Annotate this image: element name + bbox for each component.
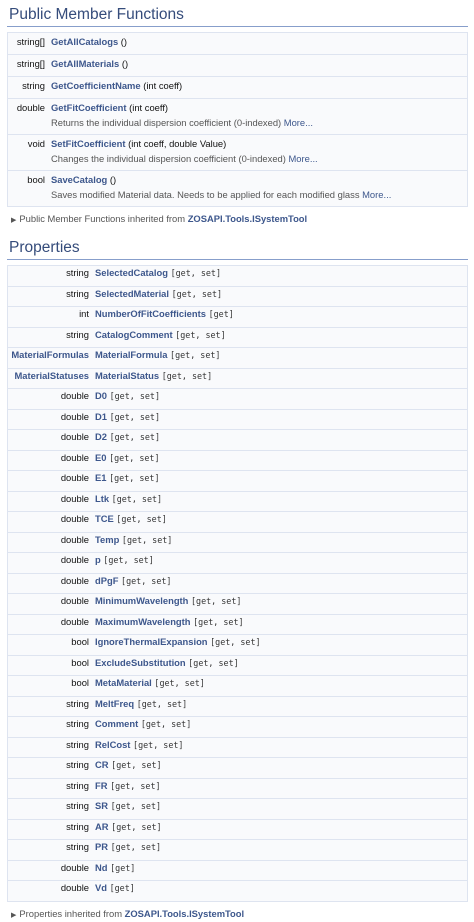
property-type: double — [60, 410, 89, 422]
properties-inherited-row[interactable] — [7, 902, 468, 922]
function-params: () — [107, 174, 117, 185]
property-accessors: [get, set] — [121, 534, 173, 545]
function-name-link[interactable]: SetFitCoefficient — [51, 138, 126, 149]
property-accessors: [get, set] — [110, 842, 162, 852]
property-row — [8, 491, 468, 512]
property-accessors: [get, set] — [109, 432, 161, 442]
property-row — [8, 532, 468, 553]
property-row — [8, 614, 468, 635]
function-description-text: Changes the individual dispersion coefficient (0-indexed) — [51, 153, 289, 164]
property-type: string — [66, 697, 89, 709]
function-signature — [51, 77, 468, 99]
property-accessors: [get, set] — [154, 678, 205, 688]
property-row — [8, 778, 468, 799]
property-row — [8, 860, 468, 881]
property-name-link[interactable]: SelectedCatalog — [95, 267, 168, 278]
function-description — [51, 189, 466, 205]
property-row — [8, 553, 468, 574]
more-link[interactable]: More... — [283, 117, 313, 128]
property-row — [8, 307, 468, 328]
property-name-link[interactable]: Nd — [95, 861, 108, 873]
property-accessors: [get, set] — [171, 288, 223, 299]
function-params: (int coeff) — [140, 80, 183, 91]
property-signature — [95, 737, 468, 758]
property-row — [8, 799, 468, 820]
function-description-text: Returns the individual dispersion coefficient (0-indexed) — [51, 117, 284, 128]
property-name-link[interactable]: MaterialFormula — [95, 349, 168, 360]
property-accessors: [get, set] — [110, 801, 162, 811]
property-name-link[interactable]: E1 — [95, 472, 107, 483]
property-type: double — [60, 574, 89, 586]
member-functions-table — [7, 32, 468, 207]
property-row — [8, 430, 468, 451]
property-signature — [95, 409, 468, 430]
property-accessors: [get, set] — [175, 329, 226, 340]
property-type: string — [66, 267, 89, 278]
property-type: double — [60, 882, 89, 893]
property-name-link[interactable]: FR — [95, 779, 108, 791]
property-row — [8, 471, 468, 492]
property-signature — [95, 389, 468, 410]
property-type-link[interactable]: MaterialStatuses — [14, 369, 89, 381]
property-accessors: [get, set] — [170, 350, 221, 360]
property-type: double — [60, 390, 89, 401]
property-name-link[interactable]: MaximumWavelength — [95, 615, 191, 627]
function-row — [8, 33, 468, 55]
property-row — [8, 881, 468, 902]
property-row — [8, 327, 468, 348]
more-link[interactable]: More... — [362, 189, 392, 200]
property-signature — [95, 368, 468, 389]
property-row — [8, 389, 468, 410]
property-signature — [95, 819, 468, 840]
property-row — [8, 348, 468, 369]
property-signature — [95, 614, 468, 635]
property-name-link[interactable]: CatalogComment — [95, 328, 173, 340]
inherited-link[interactable]: ZOSAPI.Tools.ISystemTool — [187, 213, 308, 224]
property-type: double — [60, 451, 89, 463]
property-signature — [95, 512, 468, 533]
property-name-link[interactable]: IgnoreThermalExpansion — [95, 636, 208, 647]
functions-inherited-row[interactable] — [7, 207, 468, 227]
property-type: bool — [71, 656, 89, 668]
property-accessors: [get, set] — [140, 719, 192, 729]
property-row — [8, 409, 468, 430]
property-type: bool — [71, 677, 89, 688]
function-row — [8, 77, 468, 99]
property-row — [8, 368, 468, 389]
property-type-link[interactable]: MaterialFormulas — [11, 349, 89, 360]
property-name-link[interactable]: Comment — [95, 718, 139, 729]
property-row — [8, 696, 468, 717]
property-accessors: [get] — [208, 309, 234, 319]
property-accessors: [get] — [110, 862, 136, 873]
property-accessors: [get, set] — [116, 514, 167, 524]
property-row — [8, 717, 468, 738]
property-row — [8, 655, 468, 676]
property-type — [8, 348, 96, 369]
property-signature — [95, 881, 468, 902]
property-signature — [95, 430, 468, 451]
property-type: double — [60, 472, 89, 483]
function-params: () — [119, 58, 129, 69]
function-row — [8, 171, 468, 207]
property-row — [8, 758, 468, 779]
property-type: double — [60, 513, 89, 524]
property-accessors: [get, set] — [193, 616, 244, 627]
property-signature — [95, 491, 468, 512]
property-type: string — [66, 718, 89, 729]
property-name-link[interactable]: ExcludeSubstitution — [95, 656, 186, 668]
function-return-type: string[] — [16, 58, 45, 69]
property-accessors: [get, set] — [109, 473, 160, 483]
property-signature — [95, 635, 468, 656]
function-signature — [51, 33, 468, 55]
property-type: string — [66, 287, 89, 299]
function-signature — [51, 135, 468, 171]
property-row — [8, 266, 468, 287]
inherited-prefix: Public Member Functions inherited from — [19, 213, 188, 224]
property-accessors: [get, set] — [111, 493, 163, 504]
function-signature — [51, 99, 468, 135]
function-row — [8, 99, 468, 135]
property-signature — [95, 594, 468, 615]
property-signature — [95, 327, 468, 348]
property-type: string — [66, 800, 89, 811]
property-type: string — [66, 841, 89, 852]
public-member-functions-heading: Public Member Functions — [7, 6, 468, 27]
property-accessors: [get, set] — [110, 780, 161, 791]
property-signature — [95, 696, 468, 717]
property-accessors: [get, set] — [103, 555, 154, 565]
function-signature — [51, 55, 468, 77]
property-type: double — [60, 554, 89, 565]
property-name-link[interactable]: MetaMaterial — [95, 677, 152, 688]
property-signature — [95, 778, 468, 799]
property-accessors: [get, set] — [109, 391, 161, 401]
property-name-link[interactable]: D0 — [95, 390, 107, 401]
function-description — [51, 153, 466, 169]
function-return-type: void — [27, 138, 45, 149]
property-type: double — [60, 492, 89, 504]
property-name-link[interactable]: SR — [95, 800, 109, 811]
property-name-link[interactable]: MaterialStatus — [95, 369, 160, 381]
property-type: string — [66, 738, 89, 750]
inherited-link[interactable]: ZOSAPI.Tools.ISystemTool — [124, 907, 245, 919]
property-name-link[interactable]: NumberOfFitCoefficients — [95, 308, 206, 319]
property-signature — [95, 860, 468, 881]
function-return-type: bool — [27, 174, 45, 185]
property-row — [8, 594, 468, 615]
property-name-link[interactable]: AR — [95, 820, 109, 832]
property-signature — [95, 471, 468, 492]
property-signature — [95, 758, 468, 779]
function-params: () — [118, 36, 128, 47]
property-row — [8, 840, 468, 861]
property-type: double — [60, 533, 89, 545]
property-accessors: [get, set] — [133, 739, 184, 750]
function-signature — [51, 171, 468, 207]
property-accessors: [get, set] — [136, 698, 188, 709]
function-return-type: double — [16, 102, 45, 113]
property-name-link[interactable]: D2 — [95, 431, 107, 442]
property-type — [8, 368, 96, 389]
property-name-link[interactable]: D1 — [95, 410, 107, 422]
property-type: int — [79, 308, 89, 319]
property-row — [8, 573, 468, 594]
property-row — [8, 737, 468, 758]
property-accessors: [get, set] — [121, 575, 172, 586]
property-signature — [95, 655, 468, 676]
property-row — [8, 450, 468, 471]
property-signature — [95, 307, 468, 328]
function-name-link[interactable]: GetAllCatalogs — [51, 36, 119, 47]
properties-heading: Properties — [7, 239, 468, 260]
property-accessors: [get, set] — [191, 596, 242, 606]
property-accessors: [get, set] — [111, 821, 162, 832]
function-description-text: Saves modified Material data. Needs to be applied for each modified glass — [51, 189, 363, 200]
property-signature — [95, 717, 468, 738]
property-signature — [95, 286, 468, 307]
function-params: (int coeff, double Value) — [125, 138, 227, 149]
property-signature — [95, 799, 468, 820]
property-accessors: [get, set] — [109, 452, 160, 463]
property-row — [8, 635, 468, 656]
property-type: string — [66, 328, 89, 340]
property-signature — [95, 450, 468, 471]
inherited-prefix: Properties inherited from — [19, 907, 125, 919]
property-name-link[interactable]: RelCost — [95, 738, 131, 750]
property-name-link[interactable]: Temp — [95, 533, 120, 545]
property-accessors: [get, set] — [111, 760, 162, 770]
property-row — [8, 676, 468, 697]
function-row — [8, 55, 468, 77]
property-signature — [95, 553, 468, 574]
property-type: string — [66, 779, 89, 791]
function-name-link[interactable]: SaveCatalog — [51, 174, 108, 185]
property-type: bool — [71, 636, 89, 647]
property-accessors: [get, set] — [210, 637, 261, 647]
function-name-link[interactable]: GetFitCoefficient — [51, 102, 127, 113]
property-name-link[interactable]: MeltFreq — [95, 697, 135, 709]
property-name-link[interactable]: p — [95, 554, 101, 565]
property-type: string — [66, 820, 89, 832]
property-name-link[interactable]: dPgF — [95, 574, 119, 586]
property-type: double — [60, 861, 89, 873]
property-signature — [95, 840, 468, 861]
function-name-link[interactable]: GetAllMaterials — [51, 58, 120, 69]
property-name-link[interactable]: E0 — [95, 451, 107, 463]
property-row — [8, 819, 468, 840]
property-name-link[interactable]: MinimumWavelength — [95, 595, 189, 606]
more-link[interactable]: More... — [288, 153, 318, 164]
property-name-link[interactable]: CR — [95, 759, 109, 770]
function-return-type: string — [22, 80, 45, 91]
property-row — [8, 286, 468, 307]
property-type: string — [66, 759, 89, 770]
function-row — [8, 135, 468, 171]
function-params: (int coeff) — [126, 102, 169, 113]
property-accessors: [get] — [109, 883, 135, 893]
property-accessors: [get, set] — [109, 411, 161, 422]
property-name-link[interactable]: SelectedMaterial — [95, 287, 169, 299]
property-name-link[interactable]: TCE — [95, 513, 114, 524]
property-row — [8, 512, 468, 533]
property-signature — [95, 266, 468, 287]
property-signature — [95, 676, 468, 697]
property-accessors: [get, set] — [161, 370, 213, 381]
property-signature — [95, 348, 468, 369]
triangle-right-icon[interactable]: ▶ — [11, 217, 17, 224]
function-description — [51, 117, 466, 133]
property-accessors: [get, set] — [188, 657, 239, 668]
property-type: double — [60, 431, 89, 442]
property-name-link[interactable]: Ltk — [95, 492, 110, 504]
property-type: double — [60, 595, 89, 606]
function-name-link[interactable]: GetCoefficientName — [51, 80, 141, 91]
property-signature — [95, 532, 468, 553]
triangle-right-icon[interactable]: ▶ — [11, 911, 17, 919]
property-signature — [95, 573, 468, 594]
property-name-link[interactable]: PR — [95, 841, 109, 852]
properties-table — [7, 265, 468, 902]
property-name-link[interactable]: Vd — [95, 882, 107, 893]
property-type: double — [60, 615, 89, 627]
property-accessors: [get, set] — [170, 268, 221, 278]
function-return-type: string[] — [16, 36, 45, 47]
